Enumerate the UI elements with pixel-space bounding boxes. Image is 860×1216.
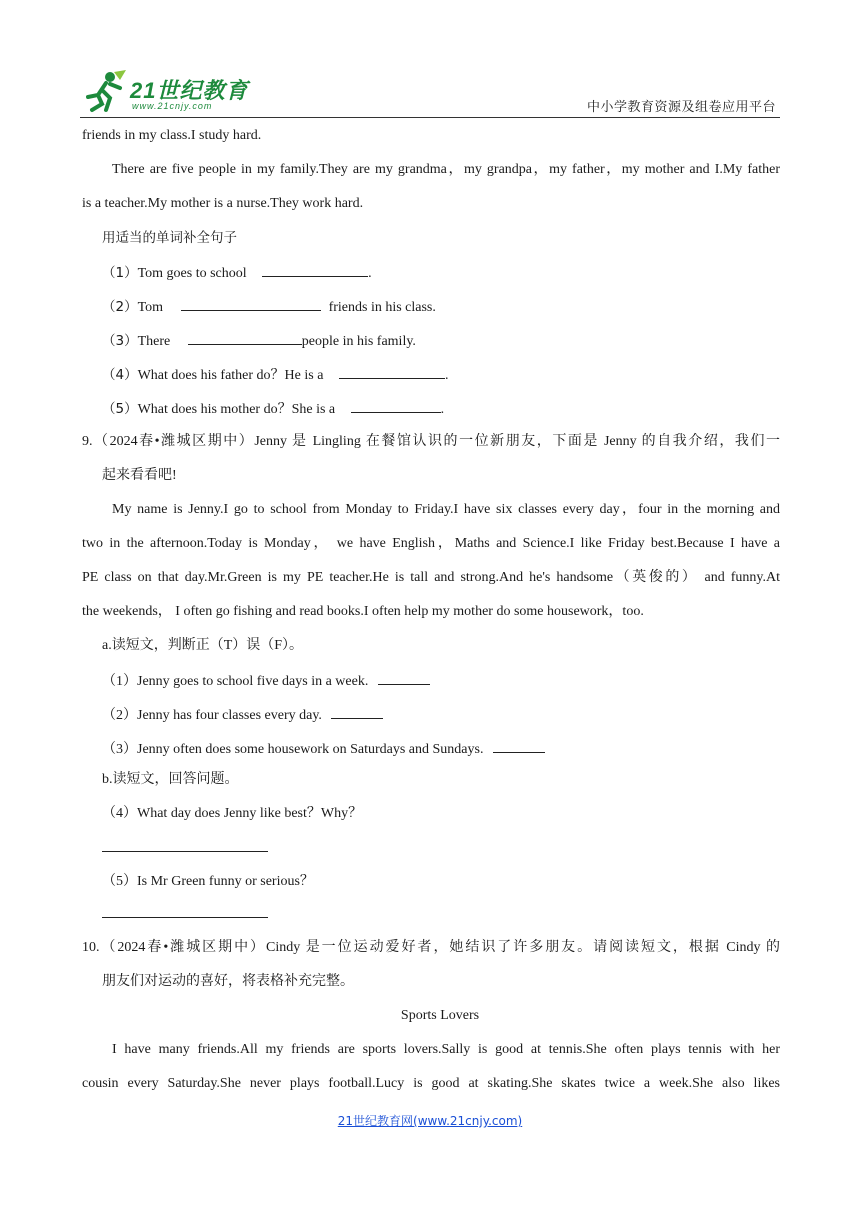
q8-item-3: [102, 330, 416, 352]
answer-blank[interactable]: [331, 704, 383, 719]
q9-qa-item-5: （5）Is Mr Green funny or serious？: [102, 874, 314, 889]
q9-part-b: b.读短文，回答问题。: [102, 772, 239, 787]
page-header: [80, 64, 780, 118]
q9-passage-line4: the weekends， I often go fishing and read books.I often help my mother do some housework，too.: [82, 604, 644, 619]
item-text-after: friends in his class.: [328, 300, 436, 315]
item-text: There: [137, 334, 171, 349]
answer-blank[interactable]: [378, 670, 430, 685]
item-text: What does his mother do？She is a: [137, 402, 336, 417]
footer-link[interactable]: 21世纪教育网(www.21cnjy.com): [337, 1114, 523, 1128]
q10-passage-line2: cousin every Saturday.She never plays football.Lucy is good at skating.She skates twice a week.She also likes: [82, 1076, 780, 1091]
q10-header-line1: 10.（2024春•潍城区期中）Cindy 是一位运动爱好者，她结识了许多朋友。请阅读短文，根据 Cindy 的: [82, 940, 780, 955]
q9-passage-line1: My name is Jenny.I go to school from Monday to Friday.I have six classes every day，four in the morning and: [112, 502, 780, 517]
item-number: （4）: [102, 367, 138, 383]
item-text: （3）Jenny often does some housework on Saturdays and Sundays.: [102, 742, 484, 757]
logo-text: 21世纪教育: [130, 78, 249, 103]
item-text-after: .: [440, 402, 445, 417]
item-text: （1）Jenny goes to school five days in a week.: [102, 674, 369, 689]
q8-paragraph2-line1: There are five people in my family.They are my grandma，my grandpa，my father，my mother and I.My father: [112, 162, 780, 177]
item-number: （2）: [102, 299, 138, 315]
q9-tf-item-3: [102, 738, 545, 760]
q8-paragraph2-line2: is a teacher.My mother is a nurse.They work hard.: [82, 196, 364, 211]
item-text: Tom: [137, 300, 164, 315]
item-text: What does his father do？He is a: [137, 368, 324, 383]
q10-passage-line1: I have many friends.All my friends are sports lovers.Sally is good at tennis.She often plays tennis with her: [112, 1042, 780, 1057]
q9-header-line1: 9.（2024春•潍城区期中）Jenny 是 Lingling 在餐馆认识的一位新朋友，下面是 Jenny 的自我介绍，我们一: [82, 434, 780, 449]
q8-instruction: 用适当的单词补全句子: [102, 230, 237, 246]
q8-item-1: [102, 262, 372, 284]
q8-item-5: [102, 398, 444, 420]
item-text: Tom goes to school: [137, 266, 247, 281]
q9-qa-item-4: （4）What day does Jenny like best？Why？: [102, 806, 363, 821]
item-text-after: people in his family.: [301, 334, 416, 349]
logo: [80, 68, 255, 114]
q8-line1: friends in my class.I study hard.: [82, 128, 262, 143]
answer-blank[interactable]: [181, 296, 321, 311]
item-text-after: .: [368, 266, 372, 281]
answer-line[interactable]: [102, 851, 268, 852]
header-divider: [80, 117, 780, 118]
q8-item-2: [102, 296, 436, 318]
q9-part-a: a.读短文，判断正（T）误（F）。: [102, 638, 304, 653]
item-number: （1）: [102, 265, 138, 281]
logo-url: www.21cnjy.com: [132, 101, 213, 111]
q9-tf-item-1: [102, 670, 430, 692]
q8-item-4: [102, 364, 448, 386]
item-text-after: .: [444, 368, 449, 383]
item-number: （5）: [102, 401, 138, 417]
answer-line[interactable]: [102, 917, 268, 918]
q9-passage-line2: two in the afternoon.Today is Monday， we have English，Maths and Science.I like Friday best.Because I have a: [82, 536, 780, 551]
q10-passage-title: Sports Lovers: [400, 1008, 480, 1023]
q9-tf-item-2: [102, 704, 383, 726]
answer-blank[interactable]: [493, 738, 545, 753]
answer-blank[interactable]: [351, 398, 441, 413]
platform-title: 中小学教育资源及组卷应用平台: [586, 100, 776, 115]
item-number: （3）: [102, 333, 138, 349]
q9-passage-line3: PE class on that day.Mr.Green is my PE teacher.He is tall and strong.And he's handsome（英俊的） and funny.At: [82, 570, 780, 585]
answer-blank[interactable]: [262, 262, 368, 277]
q9-header-line2: 起来看看吧!: [102, 468, 177, 483]
item-text: （2）Jenny has four classes every day.: [102, 708, 322, 723]
runner-logo-icon: [80, 68, 130, 114]
answer-blank[interactable]: [339, 364, 445, 379]
answer-blank[interactable]: [188, 330, 302, 345]
q10-header-line2: 朋友们对运动的喜好，将表格补充完整。: [102, 974, 354, 989]
